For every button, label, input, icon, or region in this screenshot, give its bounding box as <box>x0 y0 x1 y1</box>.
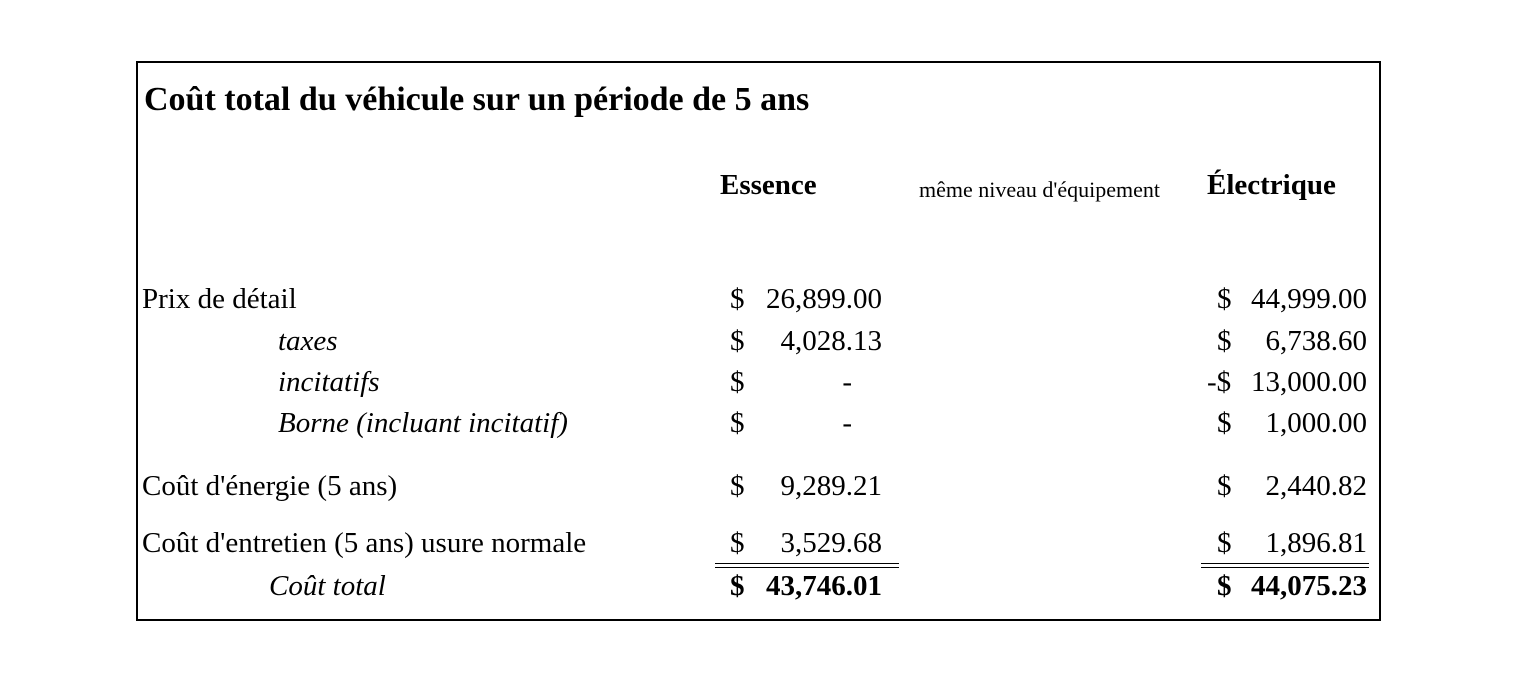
value: - <box>842 407 852 439</box>
row-label-retail-price: Prix de détail <box>142 283 297 315</box>
value: 2,440.82 <box>1265 470 1367 502</box>
gas-incentives <box>730 366 882 402</box>
currency-symbol: $ <box>1217 527 1232 559</box>
value: 44,075.23 <box>1251 570 1367 602</box>
row-label-maintenance-cost: Coût d'entretien (5 ans) usure normale <box>142 527 587 559</box>
value: 1,896.81 <box>1265 527 1367 559</box>
electric-total <box>1217 570 1367 606</box>
value: 9,289.21 <box>780 470 882 502</box>
table-title: Coût total du véhicule sur un période de 5 ans <box>144 81 810 118</box>
currency-symbol: $ <box>1217 325 1232 357</box>
gas-total <box>730 570 882 606</box>
currency-symbol: $ <box>730 283 745 315</box>
gas-maintenance-cost <box>730 527 882 563</box>
gas-charger <box>730 407 882 443</box>
value: 26,899.00 <box>766 283 882 315</box>
row-label-taxes: taxes <box>278 325 338 357</box>
electric-retail-price <box>1217 283 1367 319</box>
negative-sign: - <box>1207 366 1217 398</box>
currency-symbol: $ <box>730 407 745 439</box>
electric-maintenance-cost <box>1217 527 1367 563</box>
value: 3,529.68 <box>780 527 882 559</box>
gas-energy-cost <box>730 470 882 506</box>
currency-symbol: $ <box>730 470 745 502</box>
currency-symbol: $ <box>1217 570 1232 602</box>
electric-charger <box>1217 407 1367 443</box>
gas-total-underline <box>715 563 899 568</box>
value: 6,738.60 <box>1265 325 1367 357</box>
currency-symbol: $ <box>730 366 745 398</box>
electric-incentives <box>1207 366 1367 402</box>
currency-symbol <box>1207 366 1231 399</box>
electric-total-underline <box>1201 563 1369 568</box>
value: 43,746.01 <box>766 570 882 602</box>
electric-taxes <box>1217 325 1367 361</box>
currency-symbol: $ <box>730 570 745 602</box>
row-label-energy-cost: Coût d'énergie (5 ans) <box>142 470 398 502</box>
cost-comparison-table <box>136 61 1381 621</box>
currency-symbol-char: $ <box>1216 366 1232 398</box>
column-header-electric: Électrique <box>1207 169 1336 201</box>
currency-symbol: $ <box>1217 283 1232 315</box>
column-header-gas: Essence <box>720 169 817 201</box>
value: 1,000.00 <box>1265 407 1367 439</box>
value: 44,999.00 <box>1251 283 1367 315</box>
row-label-total: Coût total <box>269 570 386 602</box>
value: - <box>842 366 852 398</box>
currency-symbol: $ <box>1217 470 1232 502</box>
currency-symbol: $ <box>1217 407 1232 439</box>
gas-taxes <box>730 325 882 361</box>
equipment-note: même niveau d'équipement <box>919 177 1160 202</box>
value: 4,028.13 <box>780 325 882 357</box>
row-label-incentives: incitatifs <box>278 366 380 398</box>
currency-symbol: $ <box>730 325 745 357</box>
row-label-charger: Borne (incluant incitatif) <box>278 407 568 439</box>
electric-energy-cost <box>1217 470 1367 506</box>
value: 13,000.00 <box>1251 366 1367 398</box>
currency-symbol: $ <box>730 527 745 559</box>
gas-retail-price <box>730 283 882 319</box>
